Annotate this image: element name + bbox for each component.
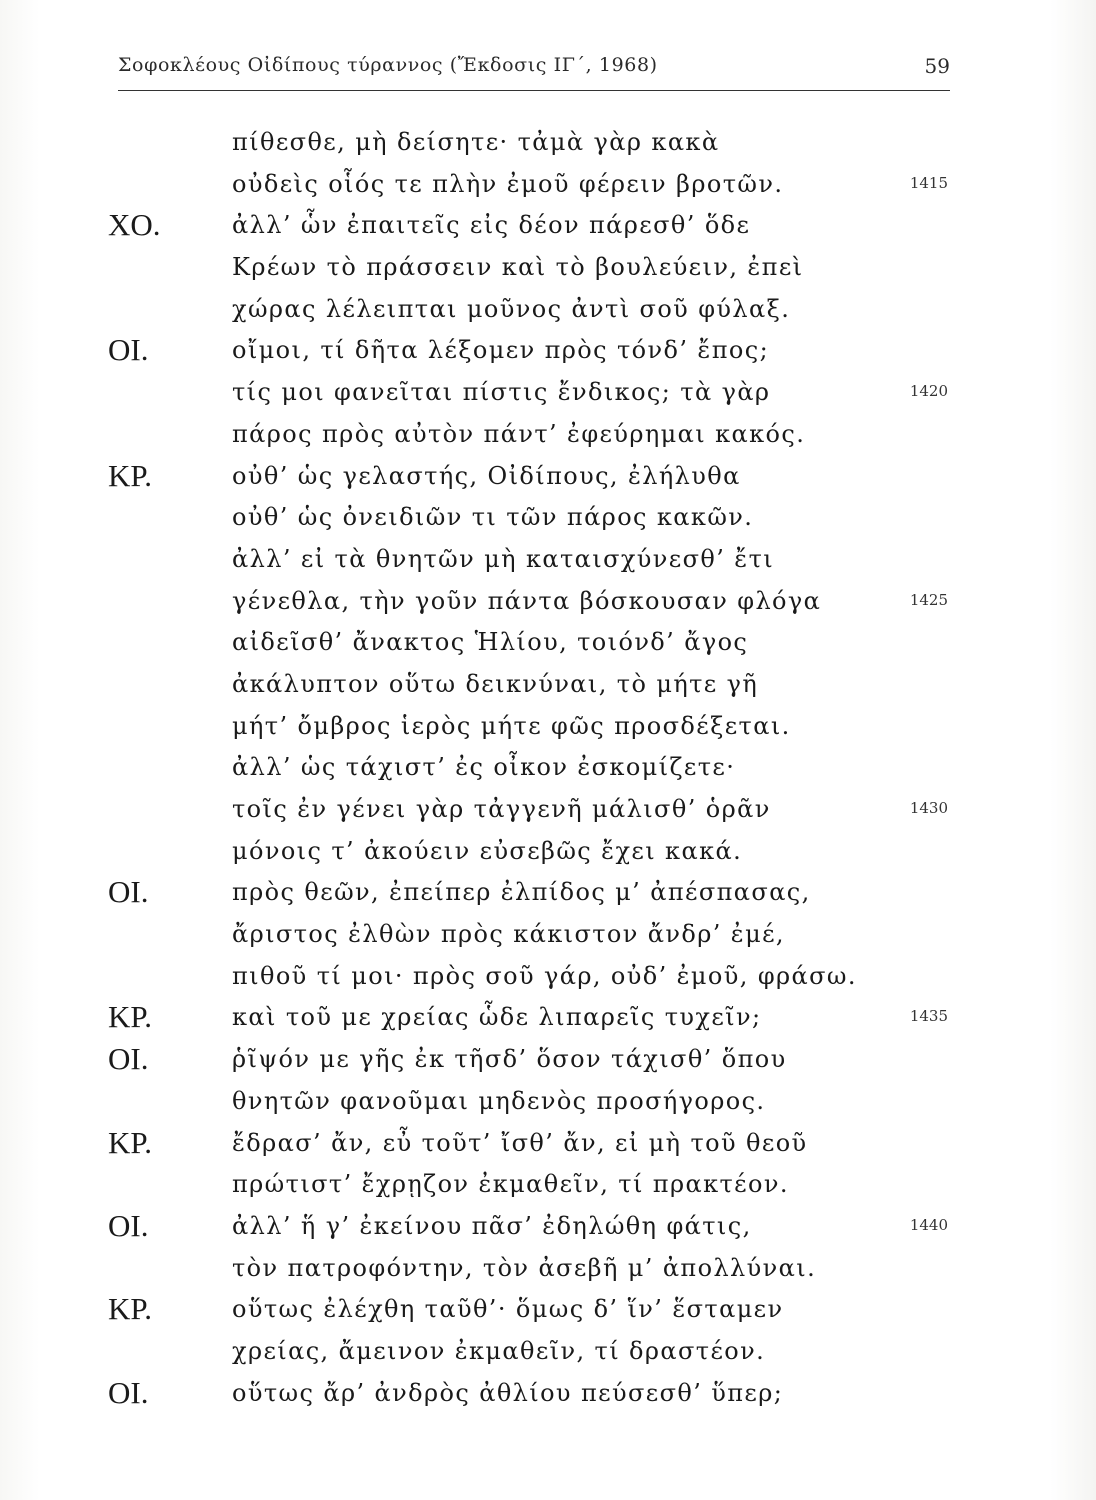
verse-text: χώρας λέλειπται μοῦνος ἀντὶ σοῦ φύλαξ. [232, 294, 791, 323]
line-number: 1415 [909, 173, 948, 192]
verse-line [0, 956, 1096, 998]
line-number: 1435 [909, 1007, 948, 1026]
verse-text: πιθοῦ τί μοι· πρὸς σοῦ γάρ, οὐδ’ ἐμοῦ, φράσω. [232, 961, 857, 990]
verse-text: πάρος πρὸς αὐτὸν πάντ’ ἐφεύρημαι κακός. [232, 419, 806, 448]
verse-text: γένεθλα, τὴν γοῦν πάντα βόσκουσαν φλόγα [232, 586, 822, 615]
verse-text: οὐθ’ ὡς γελαστής, Οἰδίπους, ἐλήλυθα [232, 461, 741, 490]
verse-line [0, 1164, 1096, 1206]
verse-line [0, 497, 1096, 539]
verse-line [0, 330, 1096, 372]
running-head [118, 54, 950, 84]
verse-line [0, 122, 1096, 164]
line-number: 1430 [909, 799, 948, 817]
verse-line [0, 1081, 1096, 1123]
verse-block [0, 122, 1096, 1414]
verse-text: πρώτιστ’ ἔχρῃζον ἐκμαθεῖν, τί πρακτέον. [232, 1170, 789, 1199]
verse-line [0, 789, 1096, 831]
verse-line [0, 372, 1096, 414]
verse-text: οὕτως ἐλέχθη ταῦθ’· ὅμως δ’ ἵν’ ἕσταμεν [232, 1295, 784, 1324]
header-rule [118, 90, 950, 91]
running-title: Σοφοκλέους Οἰδίπους τύραννος (Ἔκδοσις ΙΓ΄, 1968) [118, 54, 658, 76]
speaker-label: ΟΙ. [108, 1041, 149, 1077]
verse-line [0, 747, 1096, 789]
verse-text: ἄριστος ἐλθὼν πρὸς κάκιστον ἄνδρ’ ἐμέ, [232, 920, 785, 949]
verse-text: ἀλλ’ ὡς τάχιστ’ ἐς οἶκον ἐσκομίζετε· [232, 753, 736, 782]
verse-line [0, 581, 1096, 623]
verse-line [0, 1373, 1096, 1415]
speaker-label: ΟΙ. [108, 874, 149, 910]
speaker-label: ΚΡ. [108, 999, 152, 1035]
verse-text: οὐδεὶς οἷός τε πλὴν ἐμοῦ φέρειν βροτῶν. [232, 169, 784, 198]
verse-text: Κρέων τὸ πράσσειν καὶ τὸ βουλεύειν, ἐπεὶ [232, 253, 804, 282]
verse-line [0, 414, 1096, 456]
verse-text: μόνοις τ’ ἀκούειν εὐσεβῶς ἔχει κακά. [232, 836, 743, 865]
speaker-label: ΟΙ. [108, 1207, 149, 1243]
verse-line [0, 1206, 1096, 1248]
verse-line [0, 247, 1096, 289]
verse-line [0, 706, 1096, 748]
verse-line [0, 1331, 1096, 1373]
verse-text: καὶ τοῦ με χρείας ὧδε λιπαρεῖς τυχεῖν; [232, 1003, 762, 1032]
verse-text: οὐθ’ ὡς ὀνειδιῶν τι τῶν πάρος κακῶν. [232, 503, 754, 532]
verse-text: ἀλλ’ ὧν ἐπαιτεῖς εἰς δέον πάρεσθ’ ὅδε [232, 211, 751, 240]
verse-text: ἀλλ’ ἥ γ’ ἐκείνου πᾶσ’ ἐδηλώθη φάτις, [232, 1211, 752, 1240]
verse-text: τίς μοι φανεῖται πίστις ἔνδικος; τὰ γὰρ [232, 378, 771, 407]
verse-text: πίθεσθε, μὴ δείσητε· τἀμὰ γὰρ κακὰ [232, 128, 720, 156]
verse-line [0, 1039, 1096, 1081]
verse-line [0, 539, 1096, 581]
verse-text: οὕτως ἄρ’ ἀνδρὸς ἀθλίου πεύσεσθ’ ὕπερ; [232, 1378, 784, 1407]
verse-line [0, 289, 1096, 331]
verse-line [0, 1248, 1096, 1290]
verse-text: τοῖς ἐν γένει γὰρ τἀγγενῆ μάλισθ’ ὁρᾶν [232, 795, 771, 823]
verse-line [0, 831, 1096, 873]
verse-line [0, 456, 1096, 498]
verse-line [0, 205, 1096, 247]
verse-text: χρείας, ἄμεινον ἐκμαθεῖν, τί δραστέον. [232, 1336, 766, 1365]
verse-text: τὸν πατροφόντην, τὸν ἀσεβῆ μ’ ἀπολλύναι. [232, 1253, 817, 1282]
speaker-label: ΟΙ. [108, 1374, 149, 1410]
speaker-label: ΟΙ. [108, 332, 149, 368]
verse-line [0, 1123, 1096, 1165]
verse-text: ῥῖψόν με γῆς ἐκ τῆσδ’ ὅσον τάχισθ’ ὅπου [232, 1045, 787, 1074]
verse-line [0, 872, 1096, 914]
line-number: 1440 [909, 1215, 948, 1234]
verse-text: αἰδεῖσθ’ ἄνακτος Ἡλίου, τοιόνδ’ ἄγος [232, 628, 749, 657]
verse-text: μήτ’ ὄμβρος ἱερὸς μήτε φῶς προσδέξεται. [232, 711, 791, 740]
verse-text: οἴμοι, τί δῆτα λέξομεν πρὸς τόνδ’ ἔπος; [232, 336, 770, 365]
page-number: 59 [924, 54, 950, 78]
verse-line [0, 1289, 1096, 1331]
line-number: 1425 [909, 590, 948, 609]
verse-line [0, 622, 1096, 664]
verse-text: πρὸς θεῶν, ἐπείπερ ἐλπίδος μ’ ἀπέσπασας, [232, 878, 811, 907]
speaker-label: ΚΡ. [108, 1124, 152, 1160]
speaker-label: ΚΡ. [108, 457, 152, 493]
speaker-label: ΚΡ. [108, 1291, 152, 1327]
verse-text: ἔδρασ’ ἄν, εὖ τοῦτ’ ἴσθ’ ἄν, εἰ μὴ τοῦ θεοῦ [232, 1128, 808, 1157]
line-number: 1420 [909, 382, 948, 401]
verse-line [0, 164, 1096, 206]
verse-text: ἀλλ’ εἰ τὰ θνητῶν μὴ καταισχύνεσθ’ ἔτι [232, 544, 775, 573]
verse-text: ἀκάλυπτον οὕτω δεικνύναι, τὸ μήτε γῆ [232, 669, 759, 698]
verse-line [0, 997, 1096, 1039]
verse-line [0, 664, 1096, 706]
verse-text: θνητῶν φανοῦμαι μηδενὸς προσήγορος. [232, 1086, 766, 1115]
speaker-label: ΧΟ. [108, 207, 161, 243]
verse-line [0, 914, 1096, 956]
